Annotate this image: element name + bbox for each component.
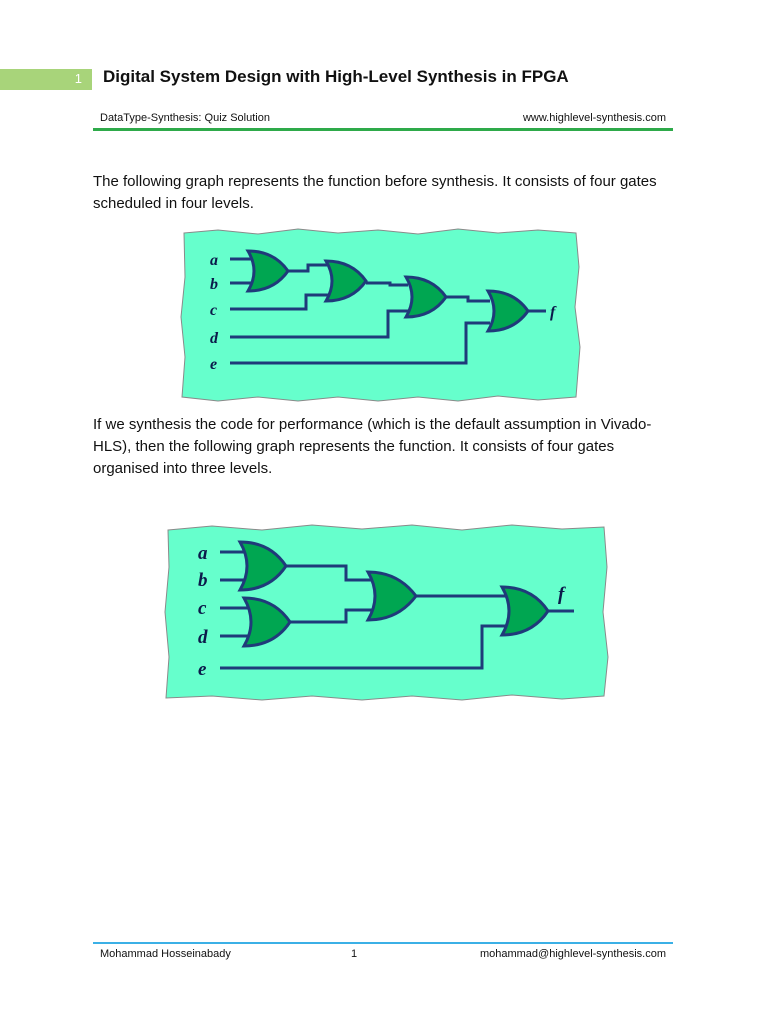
input-label-c: c: [198, 598, 207, 619]
paragraph-2: If we synthesis the code for performance (which is the default assumption in Vivado-HLS), then the following graph represents the function. It consists of four gates organised into three levels.: [93, 416, 652, 477]
subheader-right: www.highlevel-synthesis.com: [522, 112, 666, 124]
output-label-f: f: [550, 304, 556, 321]
input-label-c: c: [210, 302, 218, 319]
document-title: Digital System Design with High-Level Synthesis in FPGA: [103, 67, 569, 86]
input-label-e: e: [198, 659, 207, 680]
input-label-d: d: [210, 330, 218, 347]
input-label-b: b: [198, 570, 208, 591]
input-label-e: e: [210, 356, 218, 373]
page-footer: [93, 942, 673, 960]
input-label-b: b: [210, 276, 218, 293]
gate-diagram-before-synthesis: [178, 227, 582, 403]
footer-author: Mohammad Hosseinabady: [100, 948, 231, 960]
page-number: 1: [74, 71, 82, 86]
footer-page-number: 1: [351, 948, 358, 960]
subheader-left: DataType-Synthesis: Quiz Solution: [100, 112, 270, 124]
output-label-f: f: [558, 584, 565, 605]
input-label-a: a: [210, 252, 218, 269]
subheader: [93, 110, 673, 131]
page-number-tab: [0, 69, 92, 90]
gate-diagram-after-synthesis: [162, 522, 610, 702]
input-label-a: a: [198, 543, 208, 564]
paragraph-1: The following graph represents the function before synthesis. It consists of four gates scheduled in four levels.: [93, 173, 657, 212]
footer-email: mohammad@highlevel-synthesis.com: [479, 948, 666, 960]
input-label-d: d: [198, 627, 208, 648]
